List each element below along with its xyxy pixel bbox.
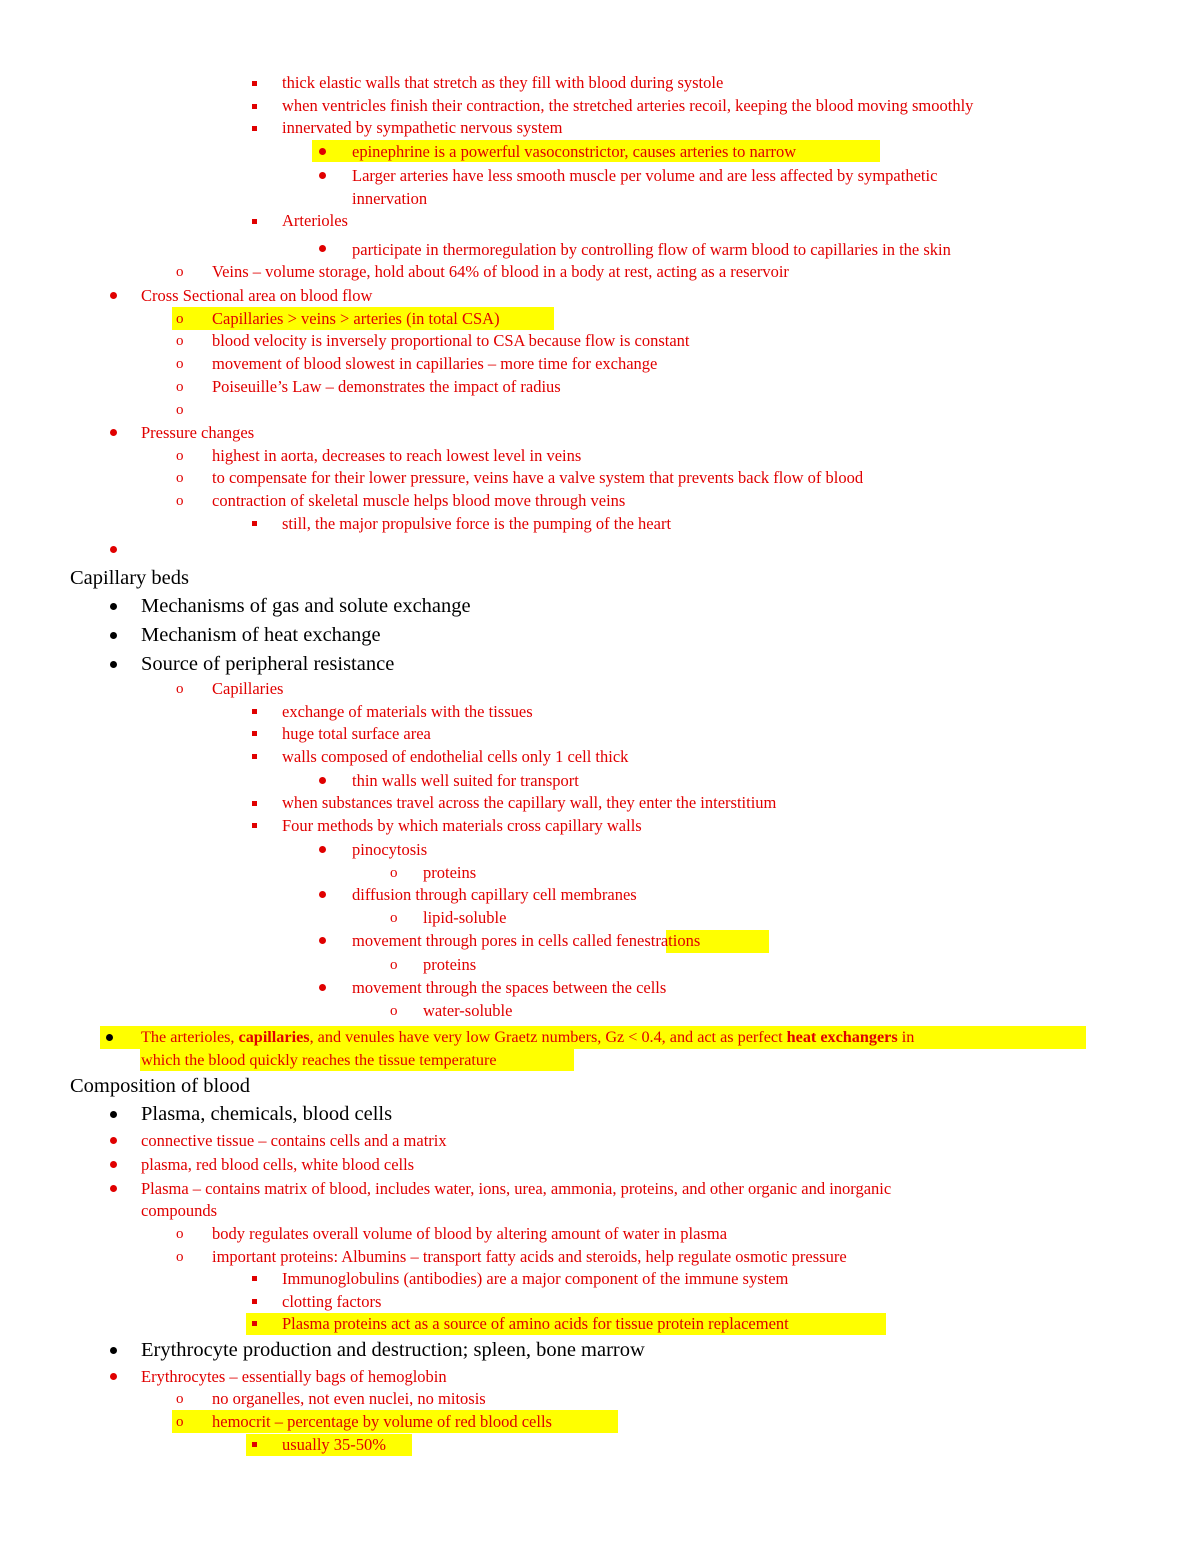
list-item-text: water-soluble [423, 1001, 513, 1020]
paragraph-text: , and venules have very low Graetz numbers, Gz < 0.4, and act as perfect [309, 1028, 787, 1046]
circle-bullet-icon: o [390, 865, 398, 881]
section-heading: Capillary beds [70, 567, 189, 589]
list-item-text [141, 1029, 914, 1045]
square-bullet-icon [252, 104, 257, 109]
list-item-text: Capillaries [212, 679, 284, 698]
disc-bullet-icon [110, 1373, 117, 1380]
list-item-text: important proteins: Albumins – transport fatty acids and steroids, help regulate osmotic pressure [212, 1247, 847, 1266]
square-bullet-icon [252, 81, 257, 86]
list-item-text: Larger arteries have less smooth muscle per volume and are less affected by sympathetic [352, 166, 938, 185]
disc-bullet-icon [110, 632, 117, 639]
list-item-text: when ventricles finish their contraction, the stretched arteries recoil, keeping the blood moving smoothly [282, 96, 974, 115]
section-heading: Composition of blood [70, 1075, 250, 1097]
list-item-text: body regulates overall volume of blood by altering amount of water in plasma [212, 1224, 728, 1243]
list-item-text: exchange of materials with the tissues [282, 702, 533, 721]
disc-bullet-icon [110, 546, 117, 553]
list-item-text: usually 35-50% [282, 1435, 387, 1454]
bold-term: heat exchangers [786, 1028, 898, 1046]
list-item-text: epinephrine is a powerful vasoconstrictor, causes arteries to narrow [352, 142, 797, 161]
list-item-text: Arterioles [282, 211, 348, 230]
list-item-text: movement of blood slowest in capillaries – more time for exchange [212, 354, 658, 373]
list-item-text: to compensate for their lower pressure, veins have a valve system that prevents back flow of blood [212, 468, 864, 487]
list-item-text: highest in aorta, decreases to reach lowest level in veins [212, 446, 582, 465]
list-item-text: Pressure changes [141, 423, 255, 442]
disc-bullet-icon [110, 1347, 117, 1354]
square-bullet-icon [252, 754, 257, 759]
circle-bullet-icon: o [176, 1391, 184, 1407]
disc-bullet-icon [110, 429, 117, 436]
bold-term: capillaries [238, 1028, 310, 1046]
list-item-text: Mechanism of heat exchange [141, 624, 381, 646]
list-item-text: thin walls well suited for transport [352, 771, 579, 790]
circle-bullet-icon: o [176, 379, 184, 395]
list-item-text: no organelles, not even nuclei, no mitosis [212, 1389, 486, 1408]
circle-bullet-icon: o [176, 264, 184, 280]
square-bullet-icon [252, 731, 257, 736]
list-item-text: clotting factors [282, 1292, 382, 1311]
circle-bullet-icon: o [176, 493, 184, 509]
disc-bullet-icon [319, 245, 326, 252]
list-item-text: participate in thermoregulation by controlling flow of warm blood to capillaries in the skin [352, 240, 951, 259]
list-item-text: Plasma, chemicals, blood cells [141, 1103, 393, 1125]
disc-bullet-icon [319, 846, 326, 853]
list-item-text: Cross Sectional area on blood flow [141, 286, 373, 305]
list-item-text: Plasma proteins act as a source of amino acids for tissue protein replacement [282, 1314, 789, 1333]
disc-bullet-icon [110, 1161, 117, 1168]
circle-bullet-icon: o [176, 1414, 184, 1430]
disc-bullet-icon [110, 661, 117, 668]
circle-bullet-icon: o [176, 311, 184, 327]
disc-bullet-icon [110, 1185, 117, 1192]
disc-bullet-icon [110, 1137, 117, 1144]
disc-bullet-icon [319, 984, 326, 991]
square-bullet-icon [252, 521, 257, 526]
list-item-text-start: movement through pores in cells called [352, 931, 616, 950]
disc-bullet-icon [319, 172, 326, 179]
square-bullet-icon [252, 1299, 257, 1304]
list-item-text: walls composed of endothelial cells only 1 cell thick [282, 747, 629, 766]
square-bullet-icon [252, 1321, 257, 1326]
list-item-text: Plasma – contains matrix of blood, includes water, ions, urea, ammonia, proteins, and other organic and inorganic [141, 1179, 892, 1198]
square-bullet-icon [252, 1442, 257, 1447]
list-item-text: Erythrocytes – essentially bags of hemoglobin [141, 1367, 447, 1386]
list-item-text: connective tissue – contains cells and a matrix [141, 1131, 447, 1150]
disc-bullet-icon [110, 603, 117, 610]
list-item-text: Mechanisms of gas and solute exchange [141, 595, 471, 617]
disc-bullet-icon [319, 777, 326, 784]
list-item-text: Four methods by which materials cross capillary walls [282, 816, 642, 835]
list-item-text: diffusion through capillary cell membranes [352, 885, 637, 904]
list-item-text: proteins [423, 955, 477, 974]
highlighted-term: fenestrations [615, 931, 701, 950]
list-item-text: Erythrocyte production and destruction; spleen, bone marrow [141, 1339, 645, 1361]
circle-bullet-icon: o [176, 402, 184, 418]
disc-bullet-icon [110, 1111, 117, 1118]
list-item-text: plasma, red blood cells, white blood cells [141, 1155, 415, 1174]
list-item-text: innervation [352, 189, 428, 208]
circle-bullet-icon: o [176, 333, 184, 349]
circle-bullet-icon: o [176, 1226, 184, 1242]
square-bullet-icon [252, 823, 257, 828]
list-item-text: still, the major propulsive force is the pumping of the heart [282, 514, 672, 533]
list-item-text: blood velocity is inversely proportional to CSA because flow is constant [212, 331, 690, 350]
circle-bullet-icon: o [176, 1249, 184, 1265]
list-item-text: Source of peripheral resistance [141, 653, 395, 675]
list-item-text: innervated by sympathetic nervous system [282, 118, 563, 137]
list-item-text [352, 933, 700, 950]
list-item-text: Veins – volume storage, hold about 64% of blood in a body at rest, acting as a reservoir [212, 262, 789, 281]
disc-bullet-icon [319, 937, 326, 944]
circle-bullet-icon: o [390, 910, 398, 926]
list-item-text: Poiseuille’s Law – demonstrates the impact of radius [212, 377, 561, 396]
circle-bullet-icon: o [176, 681, 184, 697]
square-bullet-icon [252, 709, 257, 714]
paragraph-text: The arterioles, [141, 1028, 239, 1046]
paragraph-text: in [897, 1028, 915, 1046]
list-item-text: contraction of skeletal muscle helps blood move through veins [212, 491, 626, 510]
list-item-text: hemocrit – percentage by volume of red blood cells [212, 1412, 552, 1431]
square-bullet-icon [252, 126, 257, 131]
list-item-text: lipid-soluble [423, 908, 507, 927]
circle-bullet-icon: o [390, 957, 398, 973]
list-item-text: huge total surface area [282, 724, 431, 743]
list-item-text: compounds [141, 1201, 218, 1220]
disc-bullet-icon [319, 148, 326, 155]
square-bullet-icon [252, 1276, 257, 1281]
circle-bullet-icon: o [176, 470, 184, 486]
list-item-text: when substances travel across the capillary wall, they enter the interstitium [282, 793, 777, 812]
list-item-text: thick elastic walls that stretch as they fill with blood during systole [282, 73, 724, 92]
list-item-text: Capillaries > veins > arteries (in total CSA) [212, 309, 500, 328]
list-item-text: pinocytosis [352, 840, 428, 859]
circle-bullet-icon: o [390, 1003, 398, 1019]
square-bullet-icon [252, 219, 257, 224]
disc-bullet-icon [106, 1034, 113, 1041]
list-item-text: Immunoglobulins (antibodies) are a major component of the immune system [282, 1269, 789, 1288]
square-bullet-icon [252, 801, 257, 806]
disc-bullet-icon [319, 891, 326, 898]
circle-bullet-icon: o [176, 448, 184, 464]
disc-bullet-icon [110, 292, 117, 299]
list-item-text: proteins [423, 863, 477, 882]
list-item-text: movement through the spaces between the cells [352, 978, 667, 997]
circle-bullet-icon: o [176, 356, 184, 372]
list-item-text: which the blood quickly reaches the tissue temperature [141, 1051, 497, 1069]
